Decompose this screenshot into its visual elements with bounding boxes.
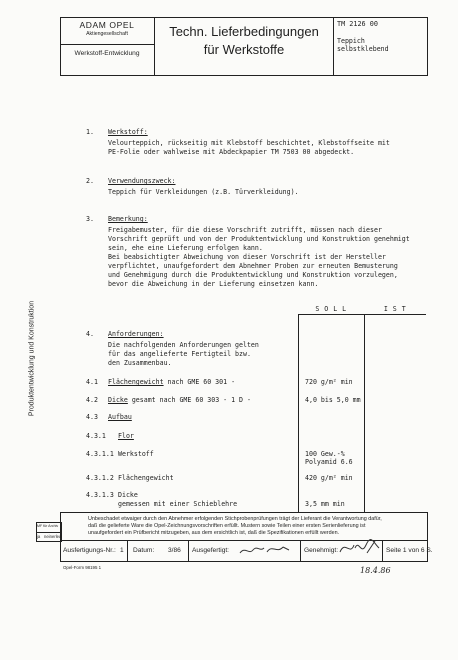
table-row-label: Dicke gesamt nach GME 60 303 - 1 D - bbox=[108, 396, 251, 404]
table-row-label: Werkstoff bbox=[118, 450, 154, 458]
table-row-label: Flächengewicht bbox=[118, 474, 174, 482]
section-3-line1: Freigabemuster, für die diese Vorschrift zutrifft, müssen nach dieser bbox=[108, 226, 382, 234]
datum-value: 3/86 bbox=[168, 547, 181, 554]
table-row-number: 4.3 bbox=[86, 413, 98, 421]
side-label: Produktentwicklung und Konstruktion bbox=[28, 300, 36, 417]
table-row-number: 4.1 bbox=[86, 378, 98, 386]
section-3-heading: Bemerkung: bbox=[108, 215, 148, 223]
company-subtitle: Aktiengesellschaft bbox=[86, 31, 128, 37]
archive-nein: nein bbox=[44, 534, 52, 539]
table-row-label: Flächengewicht nach GME 60 301 - bbox=[108, 378, 236, 386]
section-4-line1: Die nachfolgenden Anforderungen gelten bbox=[108, 341, 259, 349]
ist-column-divider bbox=[364, 314, 365, 512]
table-row-label: Dicke bbox=[118, 491, 138, 499]
column-ist-header: I S T bbox=[383, 305, 407, 313]
company-name: ADAM OPEL bbox=[79, 20, 135, 30]
form-number: Opel-Form 98195 1 bbox=[63, 565, 102, 570]
table-row-soll: 720 g/m² min bbox=[305, 378, 353, 386]
genehmigt-label: Genehmigt: bbox=[304, 547, 339, 554]
section-3-line3: sein, ehe eine Lieferung erfolgen kann. bbox=[108, 244, 263, 252]
footer-disclaimer-line1: Unbeschadet etwaiger durch den Abnehmer erfolgenden Stichprobenprüfungen trägt der Lieferant die Verantwortung dafür, bbox=[88, 516, 382, 522]
archive-ja: ja bbox=[37, 534, 41, 539]
section-1-number: 1. bbox=[86, 128, 94, 136]
doc-number: TM 2126 00 bbox=[337, 20, 378, 28]
section-2-line1: Teppich für Verkleidungen (z.B. Türverkleidung). bbox=[108, 188, 299, 196]
section-4-line2: für das angelieferte Fertigteil bzw. bbox=[108, 350, 251, 358]
doc-title-line1: Techn. Lieferbedingungen bbox=[169, 24, 319, 39]
table-row-number: 4.3.1.3 bbox=[86, 491, 114, 499]
seite-label: Seite 1 von 6 S. bbox=[386, 547, 433, 554]
genehmigt-signature bbox=[337, 536, 383, 560]
section-3-line2: Vorschrift geprüft und von der Produktentwicklung und Konstruktion genehmigt bbox=[108, 235, 410, 243]
table-row-number: 4.3.1 bbox=[86, 432, 106, 440]
soll-column-divider bbox=[298, 314, 299, 512]
table-top-rule bbox=[298, 314, 426, 315]
section-1-line2: PE-Folie oder wahlweise mit Abdeckpapier TM 7503 00 abgedeckt. bbox=[108, 148, 355, 156]
department: Werkstoff-Entwicklung bbox=[74, 50, 140, 57]
section-3-line7: bevor die Abweichung in der Lieferung einsetzen kann. bbox=[108, 280, 319, 288]
table-row-soll: 3,5 mm min bbox=[305, 500, 345, 508]
table-row-soll: 4,0 bis 5,0 mm bbox=[305, 396, 361, 404]
subject-line1: Teppich bbox=[337, 37, 365, 45]
ausgefertigt-label: Ausgefertigt: bbox=[192, 547, 230, 554]
table-row-number: 4.3.1.1 bbox=[86, 450, 114, 458]
ausgefertigt-signature bbox=[236, 540, 298, 560]
section-4-number: 4. bbox=[86, 330, 94, 338]
archive-erled: erled bbox=[52, 534, 62, 539]
section-4-heading: Anforderungen: bbox=[108, 330, 164, 338]
footer-disclaimer-line2: daß die gelieferte Ware die Opel-Zeichnungsvorschriften erfüllt. Mustern sowie Teilen einer ersten Serienlieferung ist bbox=[88, 523, 366, 529]
section-3-line5: verpflichtet, unaufgefordert dem Abnehmer Proben zur erneuten Bemusterung bbox=[108, 262, 398, 270]
archive-label: MF für Archiv bbox=[37, 524, 59, 528]
table-row-soll: 100 Gew.-% bbox=[305, 450, 345, 458]
doc-title-line2: für Werkstoffe bbox=[203, 42, 285, 57]
section-2-number: 2. bbox=[86, 177, 94, 185]
section-2-heading: Verwendungszweck: bbox=[108, 177, 176, 185]
table-row-number: 4.2 bbox=[86, 396, 98, 404]
section-3-number: 3. bbox=[86, 215, 94, 223]
section-1-line1: Velourteppich, rückseitig mit Klebstoff beschichtet, Klebstoffseite mit bbox=[108, 139, 390, 147]
section-3-line4: Bei beabsichtigter Abweichung von dieser Vorschrift ist der Hersteller bbox=[108, 253, 386, 261]
ausfertigung-value: 1 bbox=[120, 547, 124, 554]
table-row-number: 4.3.1.2 bbox=[86, 474, 114, 482]
footer-disclaimer-line3: unaufgefordert ein Prüfbericht mitzugeben, aus dem ersichtlich ist, daß die Spezifikationen erfüllt werden. bbox=[88, 530, 340, 536]
ausfertigung-label: Ausfertigungs-Nr.: bbox=[63, 547, 116, 554]
section-3-line6: und Genehmigung durch die Produktentwicklung und Konstruktion vorzulegen, bbox=[108, 271, 398, 279]
table-row-label: Flor bbox=[118, 432, 134, 440]
handwritten-date: 18.4.86 bbox=[360, 566, 391, 575]
table-row-label-line2: gemessen mit einer Schieblehre bbox=[118, 500, 238, 508]
datum-label: Datum: bbox=[133, 547, 155, 554]
table-row-label: Aufbau bbox=[108, 413, 132, 421]
section-4-line3: den Zusammenbau. bbox=[108, 359, 172, 367]
subject-line2: selbstklebend bbox=[337, 45, 389, 53]
column-soll-header: S O L L bbox=[315, 305, 347, 313]
table-row-soll-line2: Polyamid 6.6 bbox=[305, 458, 353, 466]
section-1-heading: Werkstoff: bbox=[108, 128, 148, 136]
table-row-soll: 420 g/m² min bbox=[305, 474, 353, 482]
